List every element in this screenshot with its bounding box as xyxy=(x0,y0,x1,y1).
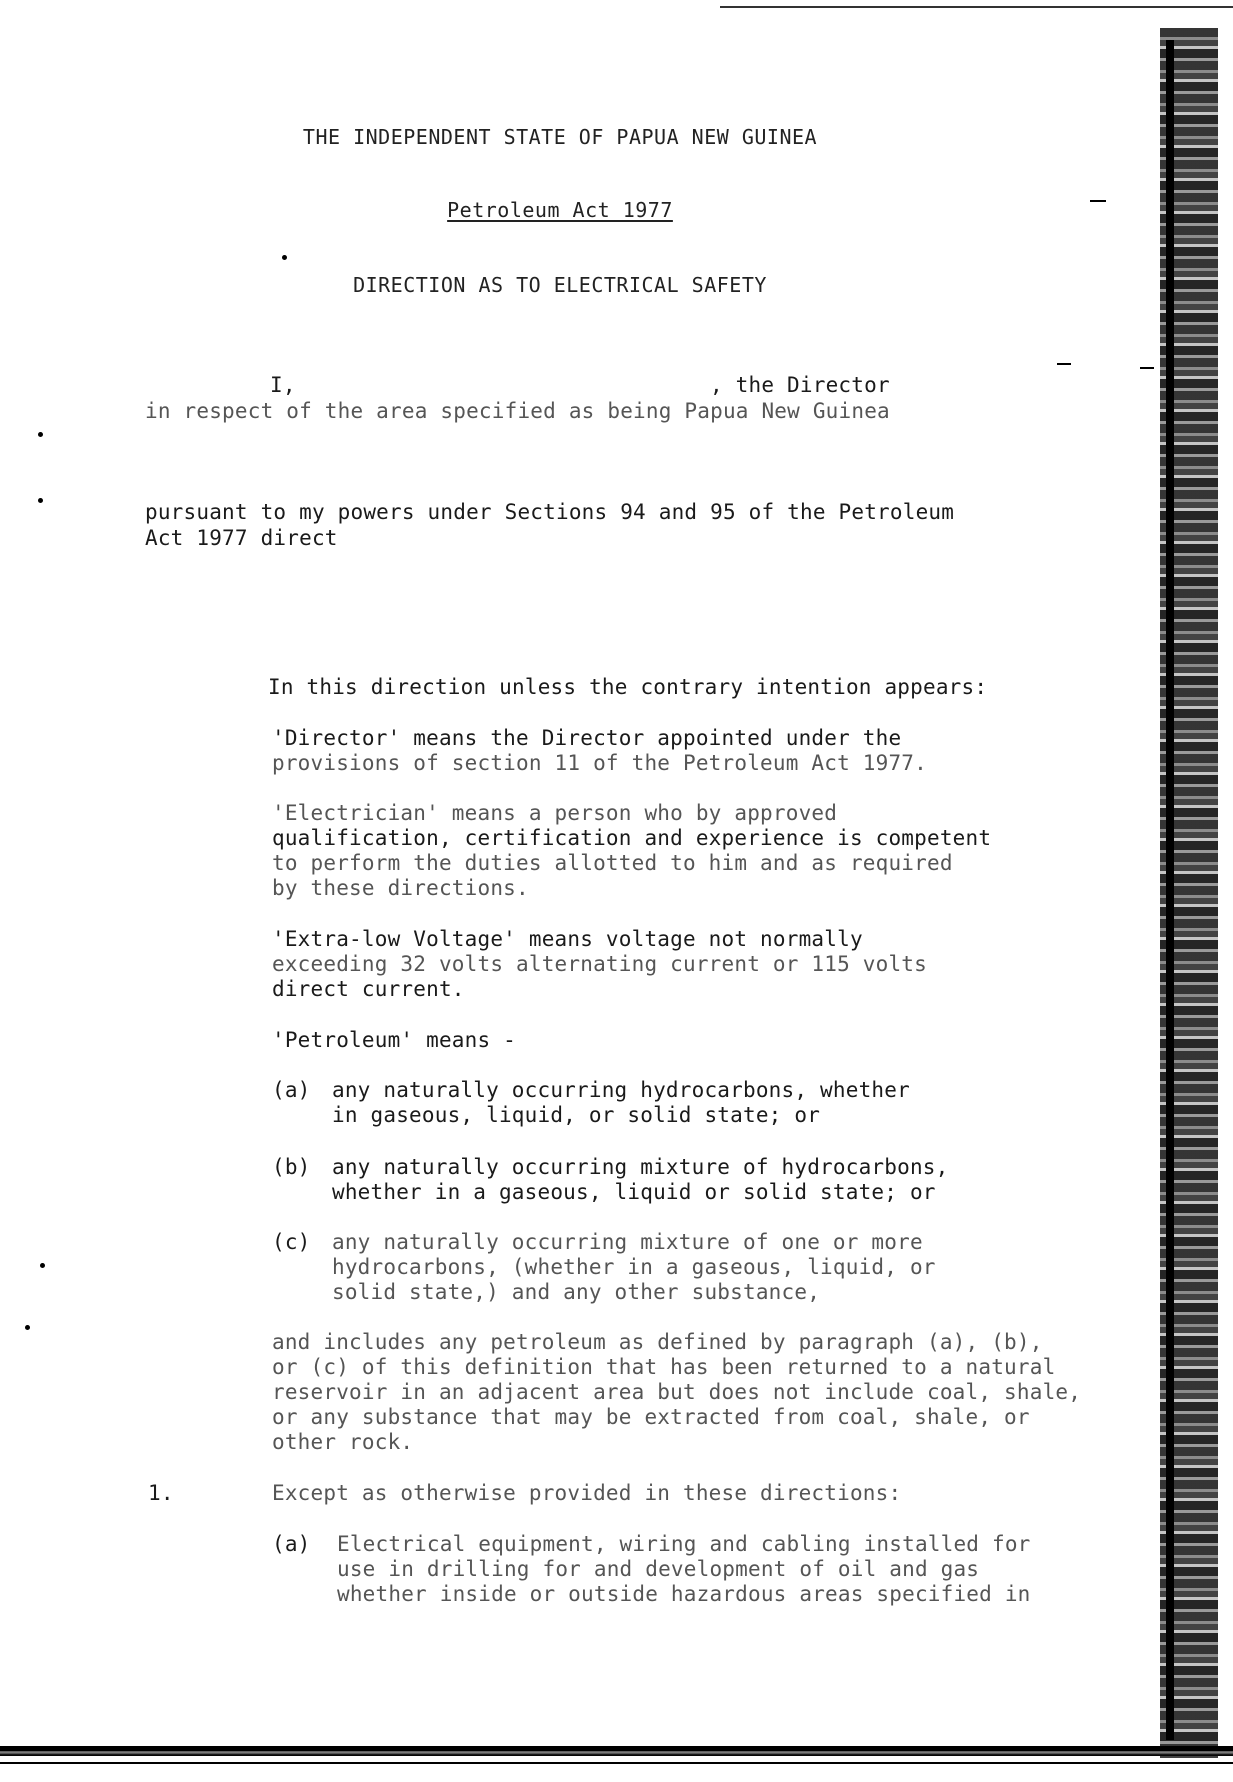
def-petroleum-c-line: hydrocarbons, (whether in a gaseous, liquid, or xyxy=(332,1255,936,1279)
def-petroleum-a-line: in gaseous, liquid, or solid state; or xyxy=(332,1103,821,1127)
def-director-line: 'Director' means the Director appointed under the xyxy=(272,726,902,750)
def-petroleum-c-line: solid state,) and any other substance, xyxy=(332,1280,821,1304)
def-petroleum-c-line: any naturally occurring mixture of one or more xyxy=(332,1230,923,1254)
scan-speck xyxy=(25,1325,30,1330)
def-includes-line: reservoir in an adjacent area but does not include coal, shale, xyxy=(272,1380,1082,1404)
def-elv-line: 'Extra-low Voltage' means voltage not normally xyxy=(272,927,863,951)
scan-edge-bottom-line xyxy=(0,1762,1233,1764)
def-elv-line: exceeding 32 volts alternating current or 115 volts xyxy=(272,952,927,976)
scan-speck xyxy=(38,498,43,503)
direction-heading: DIRECTION AS TO ELECTRICAL SAFETY xyxy=(353,273,767,297)
def-petroleum: 'Petroleum' means - xyxy=(272,1028,517,1052)
section-a-line: whether inside or outside hazardous areas specified in xyxy=(337,1582,1031,1606)
def-petroleum-b-line: any naturally occurring mixture of hydrocarbons, xyxy=(332,1155,949,1179)
def-electrician-line: by these directions. xyxy=(272,876,529,900)
scan-mark xyxy=(1057,363,1071,365)
scan-mark xyxy=(1140,367,1154,369)
def-elv-line: direct current. xyxy=(272,977,465,1001)
def-petroleum-a-label: (a) xyxy=(272,1078,311,1102)
def-petroleum-c-label: (c) xyxy=(272,1230,311,1254)
def-includes-line: or (c) of this definition that has been returned to a natural xyxy=(272,1355,1056,1379)
state-title: THE INDEPENDENT STATE OF PAPUA NEW GUINEA xyxy=(302,125,818,149)
def-includes-line: other rock. xyxy=(272,1430,414,1454)
preamble-i: I, xyxy=(270,373,296,397)
def-electrician-line: 'Electrician' means a person who by approved xyxy=(272,801,838,825)
section-intro: Except as otherwise provided in these directions: xyxy=(272,1481,902,1505)
definitions-intro: In this direction unless the contrary intention appears: xyxy=(268,675,988,699)
def-petroleum-a-line: any naturally occurring hydrocarbons, whether xyxy=(332,1078,910,1102)
act-title: Petroleum Act 1977 xyxy=(447,198,673,222)
def-electrician-line: qualification, certification and experience is competent xyxy=(272,826,992,850)
section-a-line: Electrical equipment, wiring and cabling installed for xyxy=(337,1532,1031,1556)
def-electrician-line: to perform the duties allotted to him and as required xyxy=(272,851,953,875)
preamble-role: , the Director xyxy=(710,373,890,397)
scan-edge-top xyxy=(720,6,1233,8)
def-petroleum-b-label: (b) xyxy=(272,1155,311,1179)
section-a-line: use in drilling for and development of oil and gas xyxy=(337,1557,980,1581)
def-petroleum-b-line: whether in a gaseous, liquid or solid state; or xyxy=(332,1180,936,1204)
scan-edge-right-line xyxy=(1166,40,1174,1740)
scan-edge-bottom xyxy=(0,1746,1233,1756)
preamble-direct: Act 1977 direct xyxy=(145,526,338,550)
def-director-line: provisions of section 11 of the Petroleum Act 1977. xyxy=(272,751,927,775)
scan-speck xyxy=(38,432,43,437)
def-includes-line: and includes any petroleum as defined by paragraph (a), (b), xyxy=(272,1330,1043,1354)
preamble-area: in respect of the area specified as being Papua New Guinea xyxy=(145,399,890,423)
section-a-label: (a) xyxy=(272,1532,311,1556)
section-number: 1. xyxy=(148,1481,174,1505)
scan-speck xyxy=(282,255,287,260)
def-includes-line: or any substance that may be extracted from coal, shale, or xyxy=(272,1405,1030,1429)
scan-speck xyxy=(40,1263,45,1268)
preamble-powers: pursuant to my powers under Sections 94 and 95 of the Petroleum xyxy=(145,500,955,524)
